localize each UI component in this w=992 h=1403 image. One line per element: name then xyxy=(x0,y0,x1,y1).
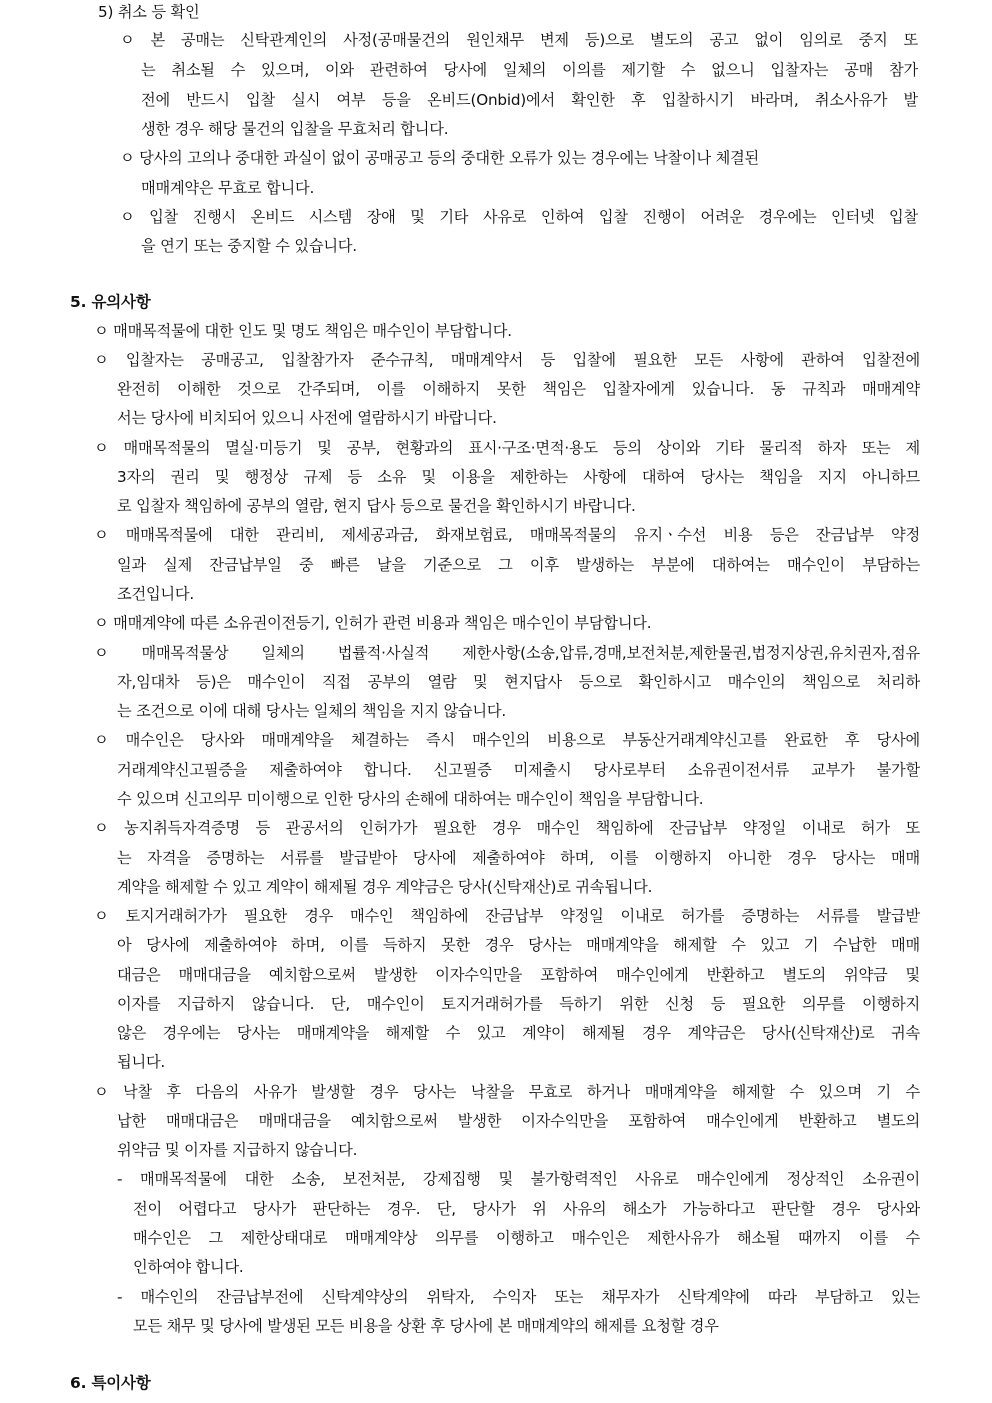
notes-bullet-4-line-2: 일과 실제 잔금납부일 중 빠른 날을 기준으로 그 이후 발생하는 부분에 대하여는 매수인이 부담하는 xyxy=(117,556,920,574)
notes-bullet-6-line-1: ㅇ 매매목적물상 일체의 법률적·사실적 제한사항(소송,압류,경매,보전처분,제한물권,법정지상권,유치권자,점유 xyxy=(94,644,920,662)
notes-sub-bullet-1-line-1: - 매매목적물에 대한 소송, 보전처분, 강제집행 및 불가항력적인 사유로 매수인에게 정상적인 소유권이 xyxy=(117,1170,920,1188)
cancel-bullet-2-line-2: 매매계약은 무효로 합니다. xyxy=(141,179,315,197)
cancel-bullet-1-line-2: 는 취소될 수 있으며, 이와 관련하여 당사에 일체의 이의를 제기할 수 없으니 입찰자는 공매 참가 xyxy=(141,61,918,79)
notes-bullet-2-line-1: ㅇ 입찰자는 공매공고, 입찰참가자 준수규칙, 매매계약서 등 입찰에 필요한 모든 사항에 관하여 입찰전에 xyxy=(94,351,920,369)
notes-bullet-2-line-3: 서는 당사에 비치되어 있으니 사전에 열람하시기 바랍니다. xyxy=(117,409,497,427)
notes-bullet-10-line-3: 위약금 및 이자를 지급하지 않습니다. xyxy=(117,1141,358,1159)
notes-bullet-10-line-1: ㅇ 낙찰 후 다음의 사유가 발생할 경우 당사는 낙찰을 무효로 하거나 매매계약을 해제할 수 있으며 기 수 xyxy=(94,1083,920,1101)
notes-bullet-8-line-2: 는 자격을 증명하는 서류를 발급받아 당사에 제출하여야 하며, 이를 이행하지 아니한 경우 당사는 매매 xyxy=(117,849,920,867)
notes-bullet-9-line-1: ㅇ 토지거래허가가 필요한 경우 매수인 책임하에 잔금납부 약정일 이내로 허가를 증명하는 서류를 발급받 xyxy=(94,907,920,925)
cancel-section-title: 5) 취소 등 확인 xyxy=(98,3,200,21)
notes-sub-bullet-1-line-2: 전이 어렵다고 당사가 판단하는 경우. 단, 당사가 위 사유의 해소가 가능하다고 판단할 경우 당사와 xyxy=(133,1200,920,1218)
cancel-bullet-2-line-1: ㅇ 당사의 고의나 중대한 과실이 없이 공매공고 등의 중대한 오류가 있는 경우에는 낙찰이나 체결된 xyxy=(120,149,760,167)
notes-bullet-7-line-3: 수 있으며 신고의무 미이행으로 인한 당사의 손해에 대하여는 매수인이 책임을 부담합니다. xyxy=(117,790,704,808)
notes-bullet-6-line-3: 는 조건으로 이에 대해 당사는 일체의 책임을 지지 않습니다. xyxy=(117,702,506,720)
notes-bullet-6-line-2: 자,임대차 등)은 매수인이 직접 공부의 열람 및 현지답사 등으로 확인하시고 매수인의 책임으로 처리하 xyxy=(117,673,920,691)
notes-section-title: 5. 유의사항 xyxy=(70,293,151,311)
notes-sub-bullet-1-line-4: 인하여야 합니다. xyxy=(133,1258,244,1276)
notes-bullet-9-line-4: 이자를 지급하지 않습니다. 단, 매수인이 토지거래허가를 득하기 위한 신청 등 필요한 의무를 이행하지 xyxy=(117,995,920,1013)
special-section-title: 6. 특이사항 xyxy=(70,1374,151,1392)
notes-bullet-4-line-1: ㅇ 매매목적물에 대한 관리비, 제세공과금, 화재보험료, 매매목적물의 유지ㆍ수선 비용 등은 잔금납부 약정 xyxy=(94,526,920,544)
cancel-bullet-1-line-4: 생한 경우 해당 물건의 입찰을 무효처리 합니다. xyxy=(141,120,449,138)
notes-bullet-5-line-1: ㅇ 매매계약에 따른 소유권이전등기, 인허가 관련 비용과 책임은 매수인이 부담합니다. xyxy=(94,614,652,632)
notes-bullet-1-line-1: ㅇ 매매목적물에 대한 인도 및 명도 책임은 매수인이 부담합니다. xyxy=(94,322,512,340)
cancel-bullet-3-line-2: 을 연기 또는 중지할 수 있습니다. xyxy=(141,237,357,255)
notes-bullet-4-line-3: 조건입니다. xyxy=(117,585,194,603)
cancel-bullet-3-line-1: ㅇ 입찰 진행시 온비드 시스템 장애 및 기타 사유로 인하여 입찰 진행이 어려운 경우에는 인터넷 입찰 xyxy=(120,208,918,226)
notes-bullet-8-line-1: ㅇ 농지취득자격증명 등 관공서의 인허가가 필요한 경우 매수인 책임하에 잔금납부 약정일 이내로 허가 또 xyxy=(94,819,920,837)
notes-bullet-9-line-3: 대금은 매매대금을 예치함으로써 발생한 이자수익만을 포함하여 매수인에게 반환하고 별도의 위약금 및 xyxy=(117,966,920,984)
notes-bullet-9-line-5: 않은 경우에는 당사는 매매계약을 해제할 수 있고 계약이 해제될 경우 계약금은 당사(신탁재산)로 귀속 xyxy=(117,1024,920,1042)
notes-bullet-3-line-1: ㅇ 매매목적물의 멸실·미등기 및 공부, 현황과의 표시·구조·면적·용도 등의 상이와 기타 물리적 하자 또는 제 xyxy=(94,439,920,457)
notes-sub-bullet-2-line-2: 모든 채무 및 당사에 발생된 모든 비용을 상환 후 당사에 본 매매계약의 해제를 요청할 경우 xyxy=(133,1317,719,1335)
notes-sub-bullet-2-line-1: - 매수인의 잔금납부전에 신탁계약상의 위탁자, 수익자 또는 채무자가 신탁계약에 따라 부담하고 있는 xyxy=(117,1288,920,1306)
cancel-bullet-1-line-1: ㅇ 본 공매는 신탁관계인의 사정(공매물건의 원인채무 변제 등)으로 별도의 공고 없이 임의로 중지 또 xyxy=(120,31,918,49)
notes-bullet-3-line-2: 3자의 권리 및 행정상 규제 등 소유 및 이용을 제한하는 사항에 대하여 당사는 책임을 지지 아니하므 xyxy=(117,468,920,486)
notes-bullet-2-line-2: 완전히 이해한 것으로 간주되며, 이를 이해하지 못한 책임은 입찰자에게 있습니다. 동 규칙과 매매계약 xyxy=(117,380,920,398)
notes-sub-bullet-1-line-3: 매수인은 그 제한상태대로 매매계약상 의무를 이행하고 매수인은 제한사유가 해소될 때까지 이를 수 xyxy=(133,1229,920,1247)
notes-bullet-10-line-2: 납한 매매대금은 매매대금을 예치함으로써 발생한 이자수익만을 포함하여 매수인에게 반환하고 별도의 xyxy=(117,1112,920,1130)
notes-bullet-8-line-3: 계약을 해제할 수 있고 계약이 해제될 경우 계약금은 당사(신탁재산)로 귀속됩니다. xyxy=(117,878,653,896)
notes-bullet-9-line-6: 됩니다. xyxy=(117,1053,166,1071)
notes-bullet-3-line-3: 로 입찰자 책임하에 공부의 열람, 현지 답사 등으로 물건을 확인하시기 바랍니다. xyxy=(117,497,636,515)
notes-bullet-7-line-2: 거래계약신고필증을 제출하여야 합니다. 신고필증 미제출시 당사로부터 소유권이전서류 교부가 불가할 xyxy=(117,761,920,779)
notes-bullet-7-line-1: ㅇ 매수인은 당사와 매매계약을 체결하는 즉시 매수인의 비용으로 부동산거래계약신고를 완료한 후 당사에 xyxy=(94,731,920,749)
cancel-bullet-1-line-3: 전에 반드시 입찰 실시 여부 등을 온비드(Onbid)에서 확인한 후 입찰하시기 바라며, 취소사유가 발 xyxy=(141,91,918,109)
notes-bullet-9-line-2: 아 당사에 제출하여야 하며, 이를 득하지 못한 경우 당사는 매매계약을 해제할 수 있고 기 수납한 매매 xyxy=(117,936,920,954)
